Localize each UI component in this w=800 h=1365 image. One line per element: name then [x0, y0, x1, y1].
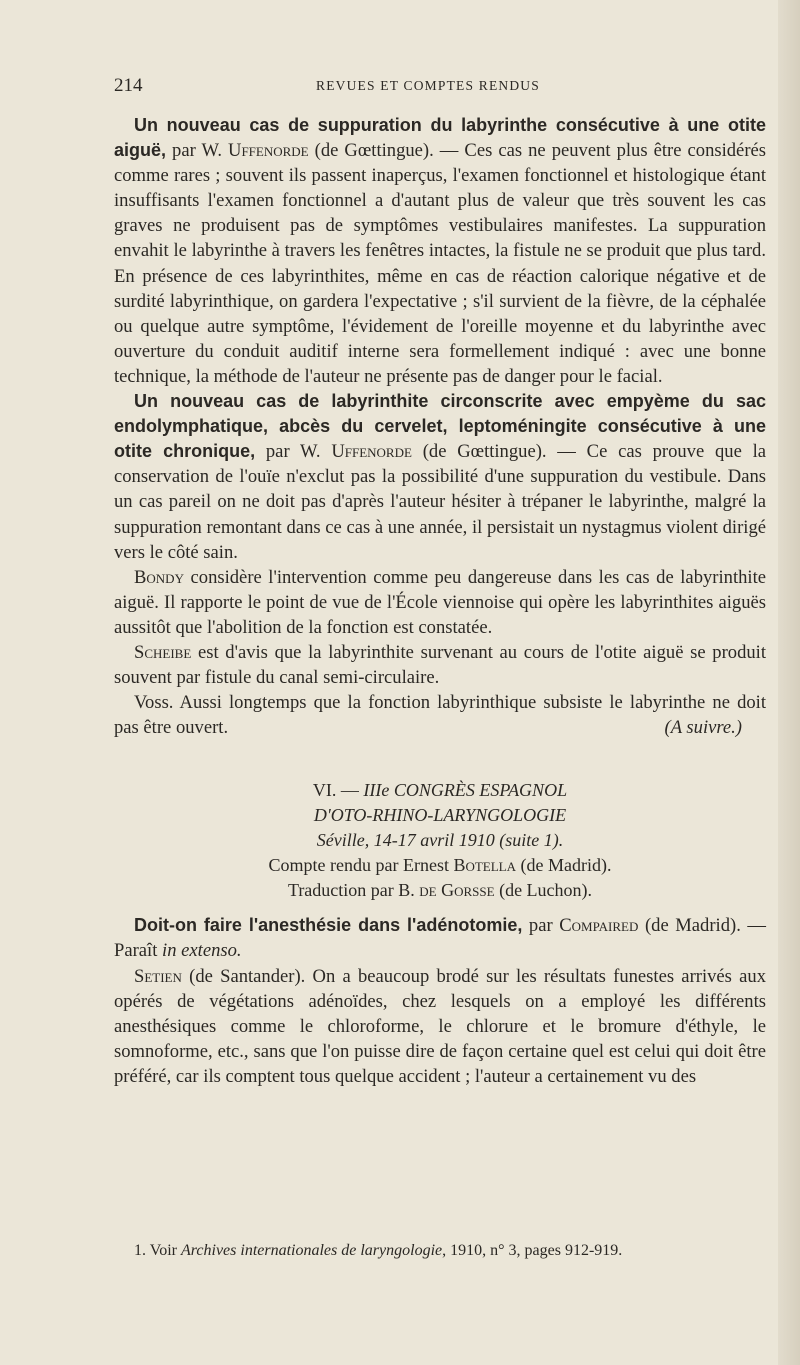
paragraph-scheibe: Scheibe est d'avis que la labyrinthite survenant au cours de l'otite aiguë se produit souvent par fistule du canal semi-circulaire. [114, 641, 766, 689]
page-edge-shadow [778, 0, 800, 1365]
paragraph-bondy: Bondy considère l'intervention comme peu dangereuse dans les cas de labyrinthite aiguë. Il rapporte le point de vue de l'École viennoise qui opère les labyrinthites aiguës aussitôt que l'abolition de la fonction est constatée. [114, 566, 766, 638]
journal-name: Archives internationales de laryngologie [180, 1242, 443, 1259]
paragraph-voss: Voss. Aussi longtemps que la fonction labyrinthique subsiste le labyrinthe ne doit pas être ouvert. (A suivre.) [114, 690, 766, 740]
article-title: Un nouveau cas de labyrinthite circonscrite avec empyème du sac endolymphatique, abcès du cervelet, leptoméningite consécutive à une otite chronique, [114, 391, 766, 462]
author-name: Compaired [559, 915, 639, 937]
section-title-line1: VI. — IIIe CONGRÈS ESPAGNOL [312, 780, 568, 801]
section-title-line2: D'OTO-RHINO-LARYNGOLOGIE [313, 805, 567, 826]
footnote: 1. Voir Archives internationales de laryngologie, 1910, n° 3, pages 912-919. [134, 1242, 623, 1259]
paragraph-setien: Setien (de Santander). On a beaucoup brodé sur les résultats funestes arrivés aux opérés de végétations adénoïdes, chez lesquels on a employé les différents anesthésiques comme le chloroforme, le chlorure et le bromure d'éthyle, le somnoforme, etc., sans que l'on puisse dire de façon certaine quel est celui qui doit être préféré, car ils comptent tous quelque accident ; l'auteur a certainement vu des [114, 965, 766, 1087]
author-name: Voss. [134, 692, 174, 714]
article-uffenorde-2: Un nouveau cas de labyrinthite circonscrite avec empyème du sac endolymphatique, abcès du cervelet, leptoméningite consécutive à une otite chronique, par W. Uffenorde (de Gœttingue). — Ce cas prouve que la conservation de l'ouïe n'exclut pas la possibilité d'une suppuration du vestibule. Dans un cas pareil on ne doit pas d'après l'auteur hésiter à trépaner le labyrinthe, malgré la suppuration remontant dans ce cas à une année, il persistait un nystagmus violent dirigé vers le côté sain. [114, 391, 767, 563]
traduction-line: Traduction par B. de Gorsse (de Luchon). [287, 880, 593, 901]
page-number: 214 [114, 75, 143, 96]
author-name: Scheibe [134, 641, 192, 663]
author-name: Bondy [134, 566, 184, 588]
section-heading [114, 778, 766, 903]
article-compaired: Doit-on faire l'anesthésie dans l'adénotomie, par Compaired (de Madrid). — Paraît in extenso. [114, 915, 767, 962]
article-title: Un nouveau cas de suppuration du labyrinthe consécutive à une otite aiguë, [114, 115, 766, 161]
section-place-date: Séville, 14-17 avril 1910 (suite 1). [316, 830, 564, 851]
running-head: REVUES ET COMPTES RENDUS [316, 78, 540, 93]
compte-rendu-line: Compte rendu par Ernest Botella (de Madrid). [268, 855, 612, 876]
article-text: (de Gœttingue). — Ce cas prouve que la conservation de l'ouïe n'exclut pas la possibilité d'une suppuration du vestibule. Dans un cas pareil on ne doit pas d'après l'auteur hésiter à trépaner le labyrinthe, malgré la suppuration remontant dans ce cas à une année, il persistait un nystagmus violent dirigé vers le côté sain. [114, 441, 767, 563]
author-name: Uffenorde [331, 441, 412, 463]
a-suivre: (A suivre.) [664, 717, 742, 739]
page-body [114, 113, 766, 1089]
article-title: Doit-on faire l'anesthésie dans l'adénotomie, [134, 915, 523, 936]
page-header [114, 75, 764, 99]
article-uffenorde-1: Un nouveau cas de suppuration du labyrinthe consécutive à une otite aiguë, par W. Uffenorde (de Gœttingue). — Ces cas ne peuvent plus être considérés comme rares ; souvent ils passent inaperçus, l'examen fonctionnel et histologique étant insuffisants l'examen fonctionnel a d'autant plus de valeur que très souvent les cas graves ne produisent pas de symptômes vestibulaires manifestes. La suppuration envahit le labyrinthe à travers les fenêtres intactes, la fistule ne se produit que plus tard. En présence de ces labyrinthites, même en cas de réaction calorique négative et de surdité labyrinthique, on gardera l'expectative ; s'il survient de la fièvre, de la céphalée ou quelque autre symptôme, l'évidement de l'oreille moyenne et du labyrinthe avec ouverture du conduit auditif interne sera formellement indiqué : avec une bonne technique, la méthode de l'auteur ne présente pas de danger pour le facial. [114, 115, 766, 387]
author-name: Uffenorde [228, 140, 309, 162]
author-name: Setien [134, 965, 182, 987]
article-text: (de Gœttingue). — Ces cas ne peuvent plus être considérés comme rares ; souvent ils passent inaperçus, l'examen fonctionnel et histologique étant insuffisants l'examen fonctionnel a d'autant plus de valeur que très souvent les cas graves ne produisent pas de symptômes vestibulaires manifestes. La suppuration envahit le labyrinthe à travers les fenêtres intactes, la fistule ne se produit que plus tard. En présence de ces labyrinthites, même en cas de réaction calorique négative et de surdité labyrinthique, on gardera l'expectative ; s'il survient de la fièvre, de la céphalée ou quelque autre symptôme, l'évidement de l'oreille moyenne et du labyrinthe avec ouverture du conduit auditif interne sera formellement indiqué : avec une bonne technique, la méthode de l'auteur ne présente pas de danger pour le facial. [114, 140, 766, 387]
